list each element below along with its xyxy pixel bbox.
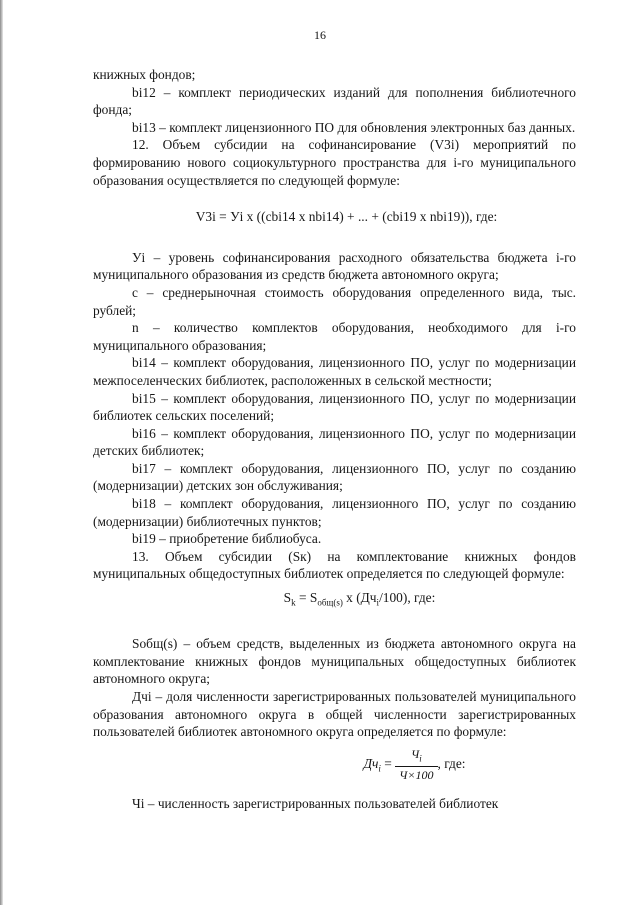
numerator-sub: i — [419, 753, 422, 764]
paragraph: c – среднерыночная стоимость оборудования определенного вида, тыс. рублей; — [93, 284, 576, 318]
formula-sk — [93, 589, 576, 612]
formula-sk-rest: x (Дч — [342, 590, 377, 606]
document-body — [93, 66, 576, 813]
paragraph: 13. Объем субсидии (Sк) на комплектование книжных фондов муниципальных общедоступных библиотек определяется по следующей формуле: — [93, 548, 576, 582]
paragraph: Уi – уровень софинансирования расходного обязательства бюджета i-го муниципального образования из средств бюджета автономного округа; — [93, 249, 576, 283]
paragraph: bi13 – комплект лицензионного ПО для обновления электронных баз данных. — [132, 119, 576, 135]
paragraph: Sобщ(s) – объем средств, выделенных из бюджета автономного округа на комплектование книжных фондов муниципальных общедоступных библиотек автономного округа; — [93, 636, 576, 687]
paragraph: книжных фондов; — [93, 67, 196, 82]
formula-dch-fraction — [395, 746, 437, 783]
scan-edge-shadow — [0, 0, 3, 905]
formula-sk-lhs-sub: k — [291, 597, 296, 608]
paragraph: Чi – численность зарегистрированных пользователей библиотек — [132, 796, 499, 812]
paragraph: bi15 – комплект оборудования, лицензионного ПО, услуг по модернизации библиотек сельских поселений; — [93, 390, 576, 424]
page-number: 16 — [314, 28, 326, 42]
formula-sk-eq: = — [295, 590, 310, 606]
formula-dch-tail: , где: — [437, 755, 466, 771]
paragraph: bi18 – комплект оборудования, лицензионного ПО, услуг по созданию (модернизации) библиотечных пунктов; — [93, 496, 576, 529]
paragraph: bi16 – комплект оборудования, лицензионного ПО, услуг по модернизации детских библиотек; — [93, 425, 576, 459]
formula-sk-lhs: S — [283, 590, 292, 606]
fraction-denominator: Ч×100 — [399, 768, 434, 783]
paragraph: 12. Объем субсидии на софинансирование (V3i) мероприятий по формированию нового социокультурного пространства для i-го муниципального образования осуществляется по следующей формуле: — [93, 137, 576, 188]
paragraph: bi12 – комплект периодических изданий для пополнения библиотечного фонда; — [93, 84, 576, 118]
formula-v3i: V3i = Уi x ((cbi14 x nbi14) + ... + (cbi19 x nbi19)), где: — [195, 209, 498, 225]
formula-dch — [93, 746, 576, 783]
formula-sk-s: S — [309, 590, 318, 606]
paragraph: n – количество комплектов оборудования, необходимого для i-го муниципального образования; — [93, 320, 576, 353]
formula-sk-s-sub: общ(s) — [317, 597, 343, 608]
paragraph: bi14 – комплект оборудования, лицензионного ПО, услуг по модернизации межпоселенческих библиотек, расположенных в сельской местности; — [93, 355, 576, 388]
formula-dch-lhs-sub: i — [378, 763, 381, 774]
paragraph: bi19 – приобретение библиобуса. — [132, 531, 322, 547]
fraction-numerator — [395, 746, 437, 767]
numerator-text: Ч — [410, 746, 420, 761]
formula-dch-lhs: Дч — [363, 755, 379, 771]
formula-dch-eq: = — [380, 755, 396, 771]
formula-sk-tail: /100), где: — [379, 590, 436, 606]
paragraph: Дчi – доля численности зарегистрированных пользователей муниципального образования автономного округа в общей численности зарегистрированных пользователей библиотек автономного округа определяется по формуле: — [93, 689, 576, 740]
formula-sk-rest-sub: i — [376, 597, 380, 608]
paragraph: bi17 – комплект оборудования, лицензионного ПО, услуг по созданию (модернизации) детских зон обслуживания; — [93, 460, 576, 494]
